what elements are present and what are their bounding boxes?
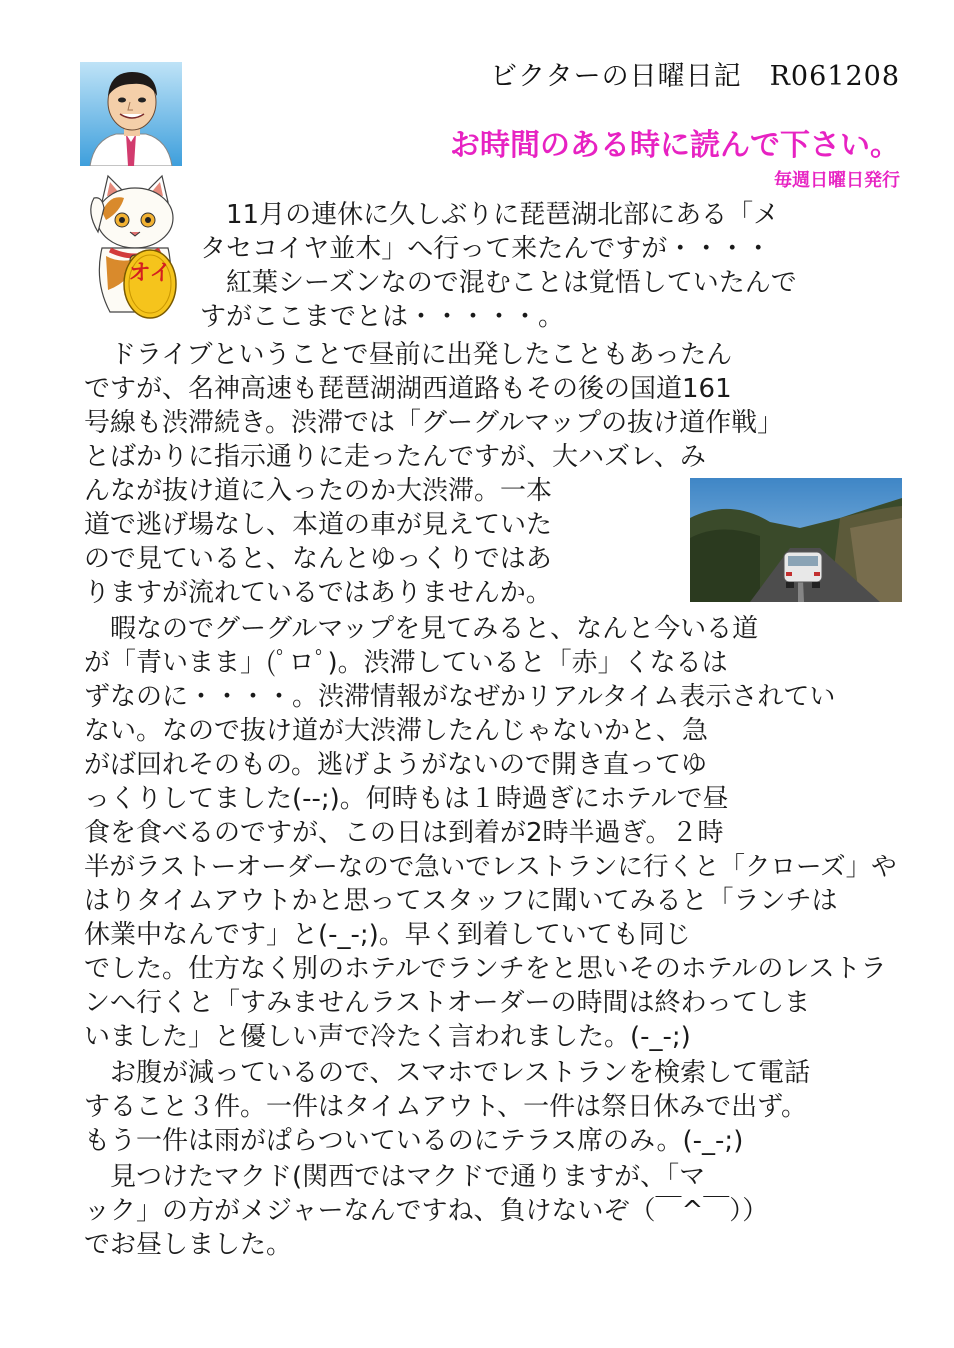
body-line-2: タセコイヤ並木」へ行って来たんですが・・・・ — [200, 234, 772, 264]
body-line-25: いました」と優しい声で冷たく言われました。(-_-;) — [84, 1022, 691, 1052]
body-line-20: 半がラストーオーダーなので急いでレストランに行くと「クローズ」や — [84, 852, 897, 882]
body-line-17: がば回れそのもの。逃げようがないので開き直ってゆ — [84, 750, 707, 780]
body-line-11: ので見ていると、なんとゆっくりではあ — [84, 544, 552, 574]
body-line-30: ック」の方がメジャーなんですね、負けないぞ（￣^￣）） — [84, 1196, 769, 1226]
avatar — [80, 62, 182, 166]
body-line-13: 暇なのでグーグルマップを見てみると、なんと今いる道 — [84, 614, 759, 644]
body-line-8: とばかりに指示通りに走ったんですが、大ハズレ、み — [84, 442, 706, 472]
body-line-6: ですが、名神高速も琵琶湖湖西道路もその後の国道161 — [84, 374, 732, 404]
body-line-24: ンへ行くと「すみませんラストオーダーの時間は終わってしま — [84, 988, 811, 1018]
road-photo — [690, 478, 902, 602]
caricature-man-in-suit-icon — [80, 62, 182, 166]
body-line-15: ずなのに・・・・。渋滞情報がなぜかリアルタイム表示されてい — [84, 682, 836, 712]
body-line-3: 紅葉シーズンなので混むことは覚悟していたんで — [200, 268, 797, 298]
body-line-22: 休業中なんです」と(-_-;)。早く到着していても同じ — [84, 920, 691, 950]
body-line-18: っくりしてました(--;)。何時もは１時過ぎにホテルで昼 — [84, 784, 729, 814]
body-line-12: りますが流れているではありませんか。 — [84, 578, 552, 608]
maneki-coin-text: オイ — [128, 261, 172, 286]
maneki-neko-cat-icon — [80, 172, 190, 322]
body-line-21: はりタイムアウトかと思ってスタッフに聞いてみると「ランチは — [84, 886, 838, 916]
body-line-16: ない。なので抜け道が大渋滞したんじゃないかと、急 — [84, 716, 709, 746]
body-line-27: すること３件。一件はタイムアウト、一件は祭日休みで出ず。 — [84, 1092, 808, 1122]
publication-frequency: 毎週日曜日発行 — [774, 170, 900, 191]
newsletter-subtitle: お時間のある時に読んで下さい。 — [450, 128, 900, 163]
maneki-neko-image — [80, 172, 190, 322]
body-line-31: でお昼しました。 — [84, 1230, 293, 1260]
body-line-1: 11月の連休に久しぶりに琵琶湖北部にある「メ — [200, 200, 780, 230]
body-line-28: もう一件は雨がぱらついているのにテラス席のみ。(-_-;) — [84, 1126, 744, 1156]
body-line-5: ドライブということで昼前に出発したこともあったん — [84, 340, 733, 370]
body-line-29: 見つけたマクド(関西ではマクドで通りますが、「マ — [84, 1162, 706, 1192]
body-line-10: 道で逃げ場なし、本道の車が見えていた — [84, 510, 553, 540]
body-line-23: でした。仕方なく別のホテルでランチをと思いそのホテルのレストラ — [84, 954, 887, 984]
body-line-26: お腹が減っているので、スマホでレストランを検索して電話 — [84, 1058, 811, 1088]
body-line-14: が「青いまま」(ﾟロﾟ)。渋滞していると「赤」くなるは — [84, 648, 728, 678]
body-line-7: 号線も渋滞続き。渋滞では「グーグルマップの抜け道作戦」 — [84, 408, 784, 438]
body-line-19: 食を食べるのですが、この日は到着が2時半過ぎ。２時 — [84, 818, 724, 848]
road-traffic-photo-icon — [690, 478, 902, 602]
body-line-9: んなが抜け道に入ったのか大渋滞。一本 — [84, 476, 553, 506]
body-line-4: すがここまでとは・・・・・。 — [200, 302, 565, 332]
newsletter-title: ビクターの日曜日記 R061208 — [490, 61, 900, 92]
